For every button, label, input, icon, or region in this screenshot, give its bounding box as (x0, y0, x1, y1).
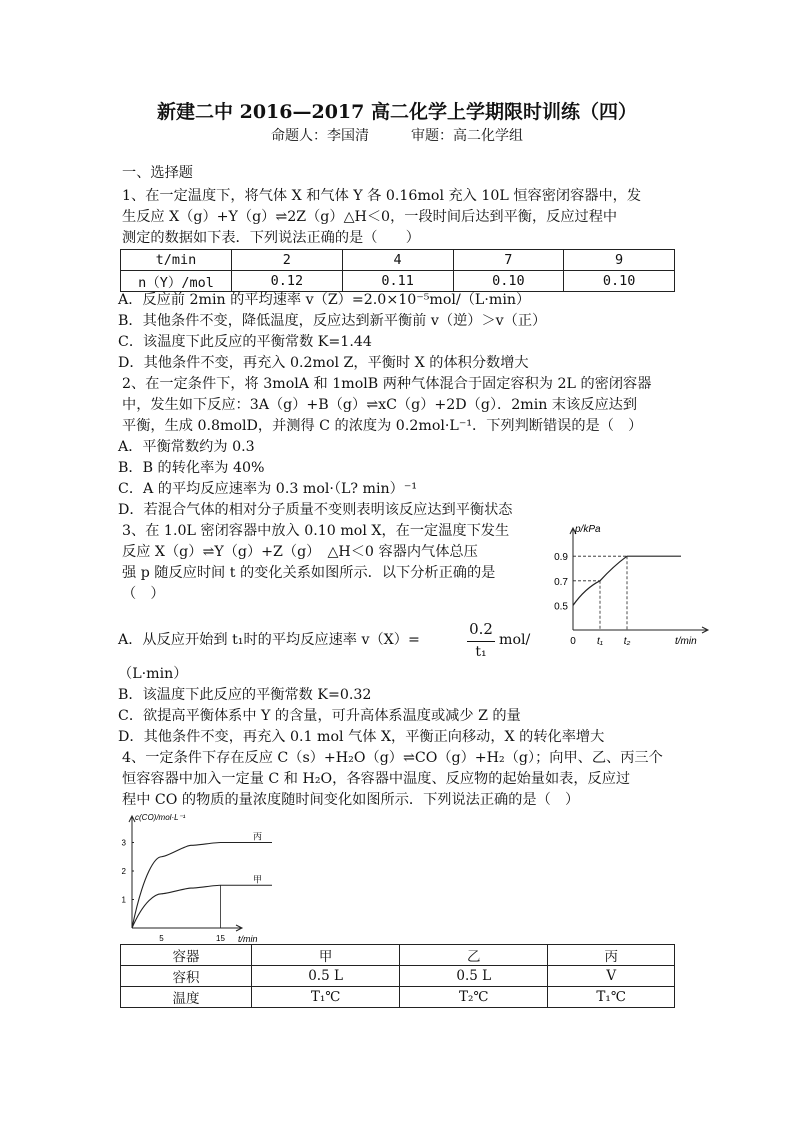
table-cell: T₂℃ (400, 987, 548, 1008)
table-cell: 2 (232, 250, 343, 271)
table-cell: 温度 (121, 987, 252, 1008)
table-cell: T₁℃ (252, 987, 400, 1008)
table-cell: 乙 (400, 945, 548, 966)
y-axis-label: c(CO)/mol·L⁻¹ (135, 813, 186, 822)
x-tick-label: t₂ (623, 636, 631, 647)
q3-option-a-unit: mol/ (499, 632, 531, 648)
q1-line1: 1、在一定温度下，将气体 X 和气体 Y 各 0.16mol 充入 10L 恒容密闭容器中，发 (122, 188, 642, 204)
y-axis-label: p/kPa (575, 524, 601, 535)
series-label: 丙 (252, 831, 262, 842)
table-cell: 0.5 L (252, 966, 400, 987)
q3-line4: （ ） (122, 586, 165, 602)
q1-option-d: D．其他条件不变，再充入 0.2mol Z，平衡时 X 的体积分数增大 (118, 355, 529, 371)
table-cell: 容器 (121, 945, 252, 966)
table-row (121, 271, 675, 292)
q1-option-b: B．其他条件不变，降低温度，反应达到新平衡前 v（逆）＞v（正） (118, 313, 547, 329)
table-cell: 0.10 (453, 271, 564, 292)
q4-line3: 程中 CO 的物质的量浓度随时间变化如图所示．下列说法正确的是（ ） (122, 792, 580, 808)
x-tick-label: 0 (570, 636, 576, 647)
q3-fraction-numerator: 0.2 (469, 620, 493, 638)
y-tick-label: 0.5 (554, 601, 568, 613)
q3-pressure-chart (528, 520, 718, 652)
q2-option-d: D．若混合气体的相对分子质量不变则表明该反应达到平衡状态 (118, 502, 513, 518)
section-heading: 一、选择题 (122, 165, 193, 181)
q4-co-chart (112, 808, 272, 948)
table-cell: t/min (121, 250, 232, 271)
table-cell: 0.12 (232, 271, 343, 292)
q3-line2: 反应 X（g）⇌Y（g）+Z（g） △H＜0 容器内气体总压 (122, 544, 478, 560)
table-cell: 0.11 (342, 271, 453, 292)
q2-option-b: B．B 的转化率为 40% (118, 460, 265, 476)
q3-fraction-denominator: t₁ (475, 644, 487, 660)
co-curve-甲 (132, 885, 272, 928)
table-cell: 0.5 L (400, 966, 548, 987)
y-tick-label: 2 (121, 867, 126, 876)
table-cell: n（Y）/mol (121, 271, 232, 292)
q2-line2: 中，发生如下反应：3A（g）+B（g）⇌xC（g）+2D（g）．2min 末该反应达到 (122, 397, 638, 413)
q4-container-table (120, 944, 675, 1008)
table-cell: T₁℃ (548, 987, 675, 1008)
table-cell: 0.10 (564, 271, 675, 292)
q3-line3: 强 p 随反应时间 t 的变化关系如图所示．以下分析正确的是 (122, 565, 496, 581)
x-axis-label: t/min (675, 636, 697, 647)
x-tick-label: t₁ (597, 636, 603, 647)
q1-data-table (120, 249, 675, 292)
q3-option-d: D．其他条件不变，再充入 0.1 mol 气体 X，平衡正向移动，X 的转化率增大 (118, 729, 605, 745)
q3-option-c: C．欲提高平衡体系中 Y 的含量，可升高体系温度或减少 Z 的量 (118, 708, 521, 724)
table-row (121, 250, 675, 271)
x-tick-label: 5 (159, 934, 164, 943)
q2-option-c: C．A 的平均反应速率为 0.3 mol·（L? min）⁻¹ (118, 481, 418, 497)
x-tick-label: 15 (216, 934, 225, 943)
y-tick-label: 3 (121, 838, 126, 848)
table-cell: V (548, 966, 675, 987)
table-cell: 4 (342, 250, 453, 271)
fraction-bar (467, 641, 495, 642)
table-cell: 甲 (252, 945, 400, 966)
q1-option-a: A．反应前 2min 的平均速率 v（Z）=2.0×10⁻⁵mol/（L·min） (118, 292, 531, 308)
q3-option-a-cont: （L·min） (118, 666, 188, 682)
y-tick-label: 1 (121, 895, 126, 905)
y-tick-label: 0.7 (554, 576, 568, 588)
q4-line2: 恒容容器中加入一定量 C 和 H₂O，各容器中温度、反应物的起始量如表，反应过 (122, 771, 631, 787)
table-row (121, 945, 675, 966)
table-cell: 丙 (548, 945, 675, 966)
q1-line2: 生反应 X（g）+Y（g）⇌2Z（g）△H＜0，一段时间后达到平衡，反应过程中 (122, 209, 618, 225)
q2-option-a: A．平衡常数约为 0.3 (118, 439, 255, 455)
y-tick-label: 0.9 (554, 552, 568, 564)
table-row (121, 987, 675, 1008)
q2-line3: 平衡，生成 0.8molD，并测得 C 的浓度为 0.2mol·L⁻¹．下列判断错误的是（ ） (122, 418, 643, 434)
q3-option-a: A．从反应开始到 t₁时的平均反应速率 v（X）= (118, 632, 420, 648)
x-axis-label: t/min (238, 934, 258, 944)
table-cell: 9 (564, 250, 675, 271)
q3-line1: 3、在 1.0L 密闭容器中放入 0.10 mol X，在一定温度下发生 (122, 523, 510, 539)
q2-line1: 2、在一定条件下，将 3molA 和 1molB 两种气体混合于固定容积为 2L 的密闭容器 (122, 376, 652, 392)
q3-option-b: B．该温度下此反应的平衡常数 K=0.32 (118, 687, 372, 703)
q1-line3: 测定的数据如下表．下列说法正确的是（ ） (122, 230, 420, 246)
page-title: 新建二中 2016—2017 高二化学上学期限时训练（四） (157, 101, 637, 123)
series-label: 甲 (252, 874, 262, 885)
q4-line1: 4、一定条件下存在反应 C（s）+H₂O（g）⇌CO（g）+H₂（g）；向甲、乙、丙三个 (122, 750, 663, 766)
table-row (121, 966, 675, 987)
table-cell: 容积 (121, 966, 252, 987)
q1-option-c: C．该温度下此反应的平衡常数 K=1.44 (118, 334, 372, 350)
table-cell: 7 (453, 250, 564, 271)
page-subtitle: 命题人：李国清 审题：高二化学组 (271, 128, 523, 144)
